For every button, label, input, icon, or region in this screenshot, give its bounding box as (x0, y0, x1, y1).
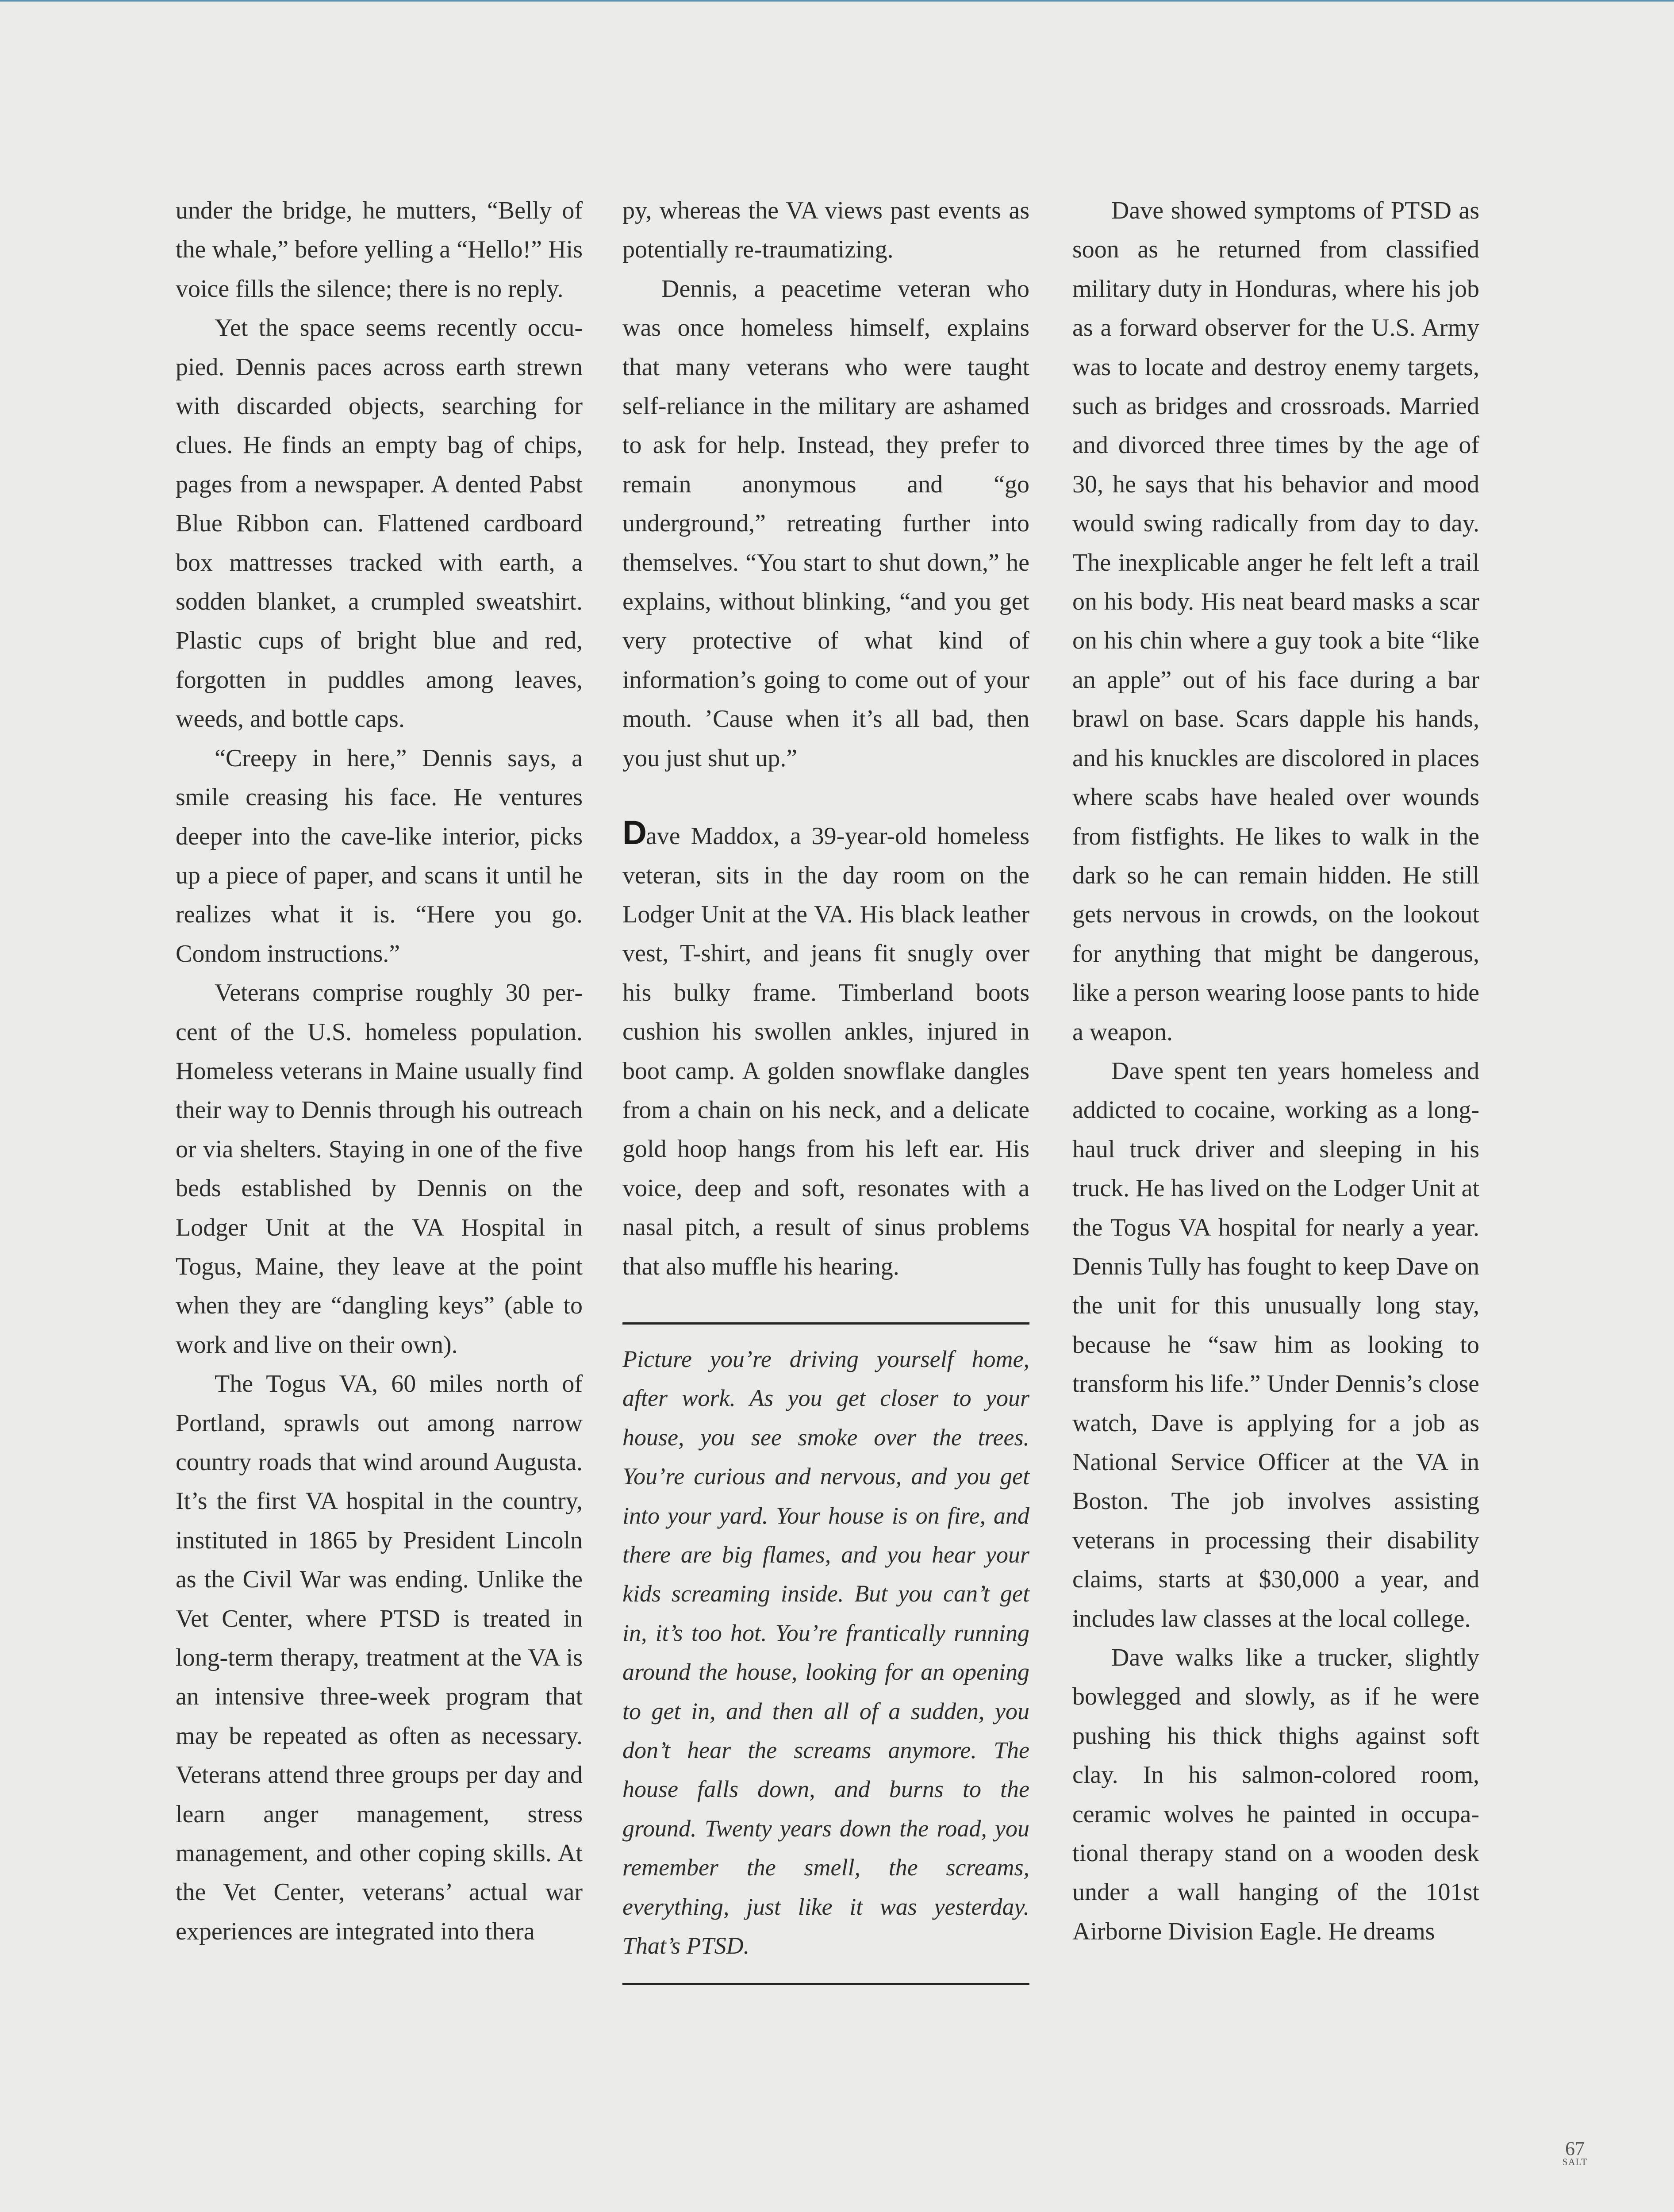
article-column-1 (176, 191, 583, 1951)
article-column-2 (622, 191, 1029, 1985)
pull-quote: Picture you’re driving yourself home, after work. As you get closer to your house, you see smoke over the trees. You’re curious and nervous, and you get into your yard. Your house is on fire, and there are big flames, and you hear your kids screaming inside. But you can’t get in, it’s too hot. You’re frantically running around the house, looking for an opening to get in, and then all of a sudden, you don’t hear the screams anymore. The house falls down, and burns to the ground. Twenty years down the road, you remember the smell, the screams, everything, just like it was yesterday. That’s PTSD. (622, 1322, 1029, 1985)
publication-name: SALT (1562, 2156, 1588, 2167)
section-opening-text: ave Maddox, a 39-year-old homeless veteran, sits in the day room on the Lodger Unit at the VA. His black leather vest, T-shirt, and jeans fit snugly over his bulky frame. Timberland boots cushion his swollen ankles, injured in boot camp. A golden snowflake dangles from a chain on his neck, and a delicate gold hoop hangs from his left ear. His voice, deep and soft, resonates with a nasal pitch, a result of sinus problems that also muffle his hearing. (622, 822, 1029, 1280)
article-column-3 (1072, 191, 1479, 1951)
paragraph: Yet the space seems recently occupied. Dennis paces across earth strewn with discarded objects, searching for clues. He finds an empty bag of chips, pages from a newspaper. A dented Pabst Blue Ribbon can. Flattened cardboard box mattresses tracked with earth, a sodden blanket, a crumpled sweatshirt. Plastic cups of bright blue and red, forgotten in puddles among leaves, weeds, and bottle caps. (176, 314, 583, 733)
paragraph: under the bridge, he mutters, “Belly of the whale,” before yelling a “Hello!” His voice fills the silence; there is no reply. (176, 197, 583, 303)
paragraph: Veterans comprise roughly 30 percent of the U.S. homeless population. Homeless veterans in Maine usually find their way to Dennis through his outreach or via shelters. Staying in one of the five beds established by Dennis on the Lodger Unit at the VA Hospital in Togus, Maine, they leave at the point when they are “dangling keys” (able to work and live on their own). (176, 979, 583, 1359)
section-opening-paragraph (622, 814, 1029, 1286)
paragraph: Dave spent ten years homeless and addicted to cocaine, working as a long-haul truck driver and sleeping in his truck. He has lived on the Lodger Unit at the Togus VA hospital for nearly a year. Dennis Tully has fought to keep Dave on the unit for this unusually long stay, because he “saw him as looking to transform his life.” Under Dennis’s close watch, Dave is applying for a job as National Service Officer at the VA in Boston. The job involves assisting veterans in processing their disability claims, starts at $30,000 a year, and includes law classes at the local college. (1072, 1057, 1479, 1632)
paragraph: “Creepy in here,” Dennis says, a smile creasing his face. He ventures deeper into the cave-like interior, picks up a piece of paper, and scans it until he realizes what it is. “Here you go. Condom instructions.” (176, 744, 583, 968)
paragraph: Dennis, a peacetime veteran who was once homeless himself, explains that many veterans who were taught self-reliance in the military are ashamed to ask for help. Instead, they prefer to remain anonymous and “go underground,” retreating further into themselves. “You start to shut down,” he explains, without blinking, “and you get very protective of what kind of information’s going to come out of your mouth. ’Cause when it’s all bad, then you just shut up.” (622, 275, 1029, 772)
section-break (622, 778, 1029, 817)
paragraph: Dave walks like a trucker, slightly bowlegged and slowly, as if he were pushing his thick thighs against soft clay. In his salmon-colored room, ceramic wolves he painted in occupational therapy stand on a wooden desk under a wall hanging of the 101st Airborne Division Eagle. He dreams (1072, 1644, 1479, 1945)
drop-cap: D (622, 814, 646, 852)
page-top-edge (0, 0, 1674, 2)
paragraph: py, whereas the VA views past events as potentially re-traumatizing. (622, 197, 1029, 264)
paragraph: The Togus VA, 60 miles north of Portland, sprawls out among narrow country roads that wind around Augusta. It’s the first VA hospital in the country, instituted in 1865 by President Lincoln as the Civil War was ending. Unlike the Vet Center, where PTSD is treated in long-term therapy, treatment at the VA is an intensive three-week program that may be repeated as often as necessary. Veterans attend three groups per day and learn anger management, stress management, and other coping skills. At the Vet Center, veterans’ actual war experiences are integrated into thera (176, 1370, 583, 1945)
paragraph: Dave showed symptoms of PTSD as soon as he returned from classified military duty in Honduras, where his job as a forward observer for the U.S. Army was to locate and destroy enemy targets, such as bridges and crossroads. Married and divorced three times by the age of 30, he says that his behavior and mood would swing radically from day to day. The inexplicable anger he felt left a trail on his body. His neat beard masks a scar on his chin where a guy took a bite “like an apple” out of his face during a bar brawl on base. Scars dapple his hands, and his knuckles are discolored in places where scabs have healed over wounds from fistfights. He likes to walk in the dark so he can remain hidden. He still gets nervous in crowds, on the lookout for anything that might be dangerous, like a person wearing loose pants to hide a weapon. (1072, 197, 1479, 1046)
page-folio (1562, 2140, 1588, 2167)
page-number: 67 (1565, 2138, 1585, 2159)
